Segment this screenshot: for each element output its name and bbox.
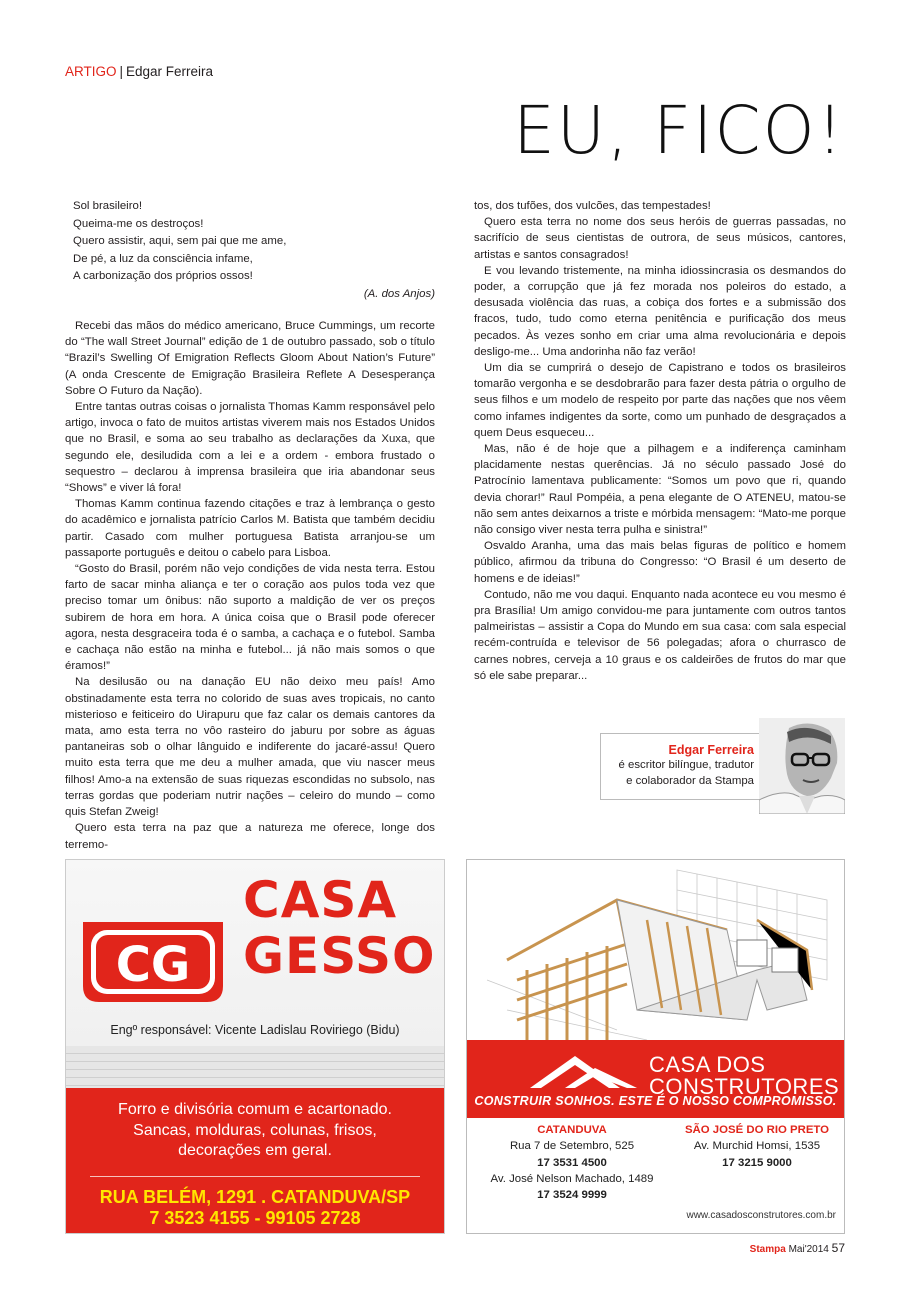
- roof-logo-icon: [525, 1048, 645, 1098]
- gesso-stripes: [66, 1046, 444, 1090]
- paragraph: Contudo, não me vou daqui. Enquanto nada acontece eu vou mesmo é pra Brasília! Um amigo convidou-me para juntamente com outros tantos palmeiristas – assistir a Copa do Mundo em sua casa: com sala especial recém-contruída e televisor de 56 polegadas; afora o churrasco de carnes nobres, cerveja a 10 graus e os caldeirões de frutos do mar que só ele sabe preparar...: [474, 588, 846, 682]
- store-sao-jose: [672, 1122, 842, 1171]
- article-header: [65, 64, 213, 79]
- services-line: decorações em geral.: [178, 1142, 332, 1159]
- paragraph: Osvaldo Aranha, uma das mais belas figuras de político e homem público, afirmou da tribuna do Congresso: “O Brasil é um deserto de homens e de ideias!”: [474, 540, 846, 585]
- article-column-2: [474, 198, 846, 684]
- paragraph: Quero esta terra na paz que a natureza me oferece, longe dos terremo-: [65, 822, 435, 851]
- casa-gesso-brand: [243, 872, 435, 984]
- page-footer: [750, 1241, 845, 1255]
- magazine-name: Stampa: [749, 1244, 786, 1255]
- divider: [90, 1176, 420, 1177]
- store-phone: 17 3215 9000: [722, 1156, 792, 1169]
- store-phone: 17 3524 9999: [537, 1189, 607, 1202]
- casa-gesso-logo-icon: [79, 916, 227, 1006]
- store-city: CATANDUVA: [537, 1124, 607, 1136]
- paragraph: Recebi das mãos do médico americano, Bruce Cummings, um recorte do “The wall Street Journal” edição de 1 de outubro passado, sob o título “Brazil’s Swelling Of Emigration Reflects Gloom About Nation’s Future” (A onda Crescente de Emigração Brasileira Reflete A Desesperança Sobre O Futuro da Nação).: [65, 320, 435, 397]
- paragraph: “Gosto do Brasil, porém não vejo condições de vida nesta terra. Estou farto de sacar minha aliança e ter o coração aos pulos toda vez que preciso tomar um ônibus: não suporto a maldição de ver os preços subirem de hora em hora. A única coisa que o Brasil pode oferecer agora, nesta desgraceira toda é o samba, a cachaça e o futebol. Samba e cachaça não estão na minha e futebol... já não mais somos o que éramos!”: [65, 563, 435, 673]
- paragraph: Entre tantas outras coisas o jornalista Thomas Kamm responsável pelo artigo, invoca o fato de muitos artistas viverem mais nos Estados Unidos que no Brasil, e soma ao seu trabalho as declarações da Xuxa, que segundo ele, desiludida com a lei e a ordem - embora frustado o sequestro – declarou à imprensa brasileira que iria abandonar seus “Shows” e viver lá fora!: [65, 401, 435, 495]
- header-separator: |: [119, 64, 124, 79]
- gesso-phones: 7 3523 4155 - 99105 2728: [149, 1207, 361, 1228]
- paragraph: Na desilusão ou na danação EU não deixo meu país! Amo obstinadamente esta terra no colorido de suas aves tropicais, no canto misterioso e feiticeiro do Uirapuru que faz calar os demais cantores da mata, amo esta terra no vôo rasteiro do jaburu por sobre as águas pantaneiras sob o olhar lânguido e indiferente do jacaré-assu! Quero muito esta terra que me deu a mulher amada, que viu nascer meus filhos! Amo-a na extensão de suas riquezas escondidas no subsolo, nas terras gordas que poderiam nutrir nações – celeiro do mundo – como quis Stefan Zweig!: [65, 676, 435, 819]
- gesso-info-panel: [66, 1088, 444, 1234]
- name-line: CASA DOS: [649, 1052, 766, 1077]
- poem-line: Quero assistir, aqui, sem pai que me ame,: [73, 235, 287, 247]
- services-line: Sancas, molduras, colunas, frisos,: [133, 1121, 377, 1139]
- services-line: Forro e divisória comum e acartonado.: [118, 1101, 392, 1118]
- gesso-address: RUA BELÉM, 1291 . CATANDUVA/SP: [99, 1186, 411, 1207]
- construtores-slogan: CONSTRUIR SONHOS. ESTE É O NOSSO COMPROMISSO.: [474, 1094, 837, 1108]
- poem-line: De pé, a luz da consciência infame,: [73, 252, 253, 265]
- ad-casa-gesso: [65, 859, 445, 1234]
- construtores-name: [649, 1054, 839, 1098]
- article-column-1: [65, 318, 435, 853]
- author-bio-box: [600, 733, 760, 800]
- article-title: EU, FICO!: [513, 92, 845, 169]
- header-author: Edgar Ferreira: [126, 64, 214, 79]
- paragraph: Mas, não é de hoje que a pilhagem e a indiferença caminham placidamente nestas querências. Já no século passado José do Patrocínio lamentava publicamente: “Somos um povo que ri, quando devia chorar!” Raul Pompéia, a pena elegante de O ATENEU, matou-se não sem antes deixarnos a triste e mórbida mensagem: “Mato-me porque não consigo viver nesta terra pulha e sinistra!”: [474, 443, 846, 537]
- store-phone: 17 3531 4500: [537, 1156, 607, 1169]
- construtores-banner: [467, 1040, 844, 1118]
- author-photo: [759, 718, 845, 814]
- paragraph: tos, dos tufões, dos vulcões, das tempestades!: [474, 200, 711, 212]
- brand-line: GESSO: [243, 927, 436, 985]
- name-line: CONSTRUTORES: [649, 1074, 840, 1099]
- ad-casa-dos-construtores: [466, 859, 845, 1234]
- issue-date: Mai'2014: [788, 1244, 829, 1255]
- author-bio-line: e colaborador da Stampa: [626, 774, 754, 787]
- store-address: Av. Murchid Homsi, 1535: [693, 1140, 821, 1153]
- store-catanduva: [477, 1122, 667, 1203]
- poem-attribution: (A. dos Anjos): [363, 287, 435, 300]
- services-text: [66, 1100, 444, 1162]
- engineer-responsible: Engº responsável: Vicente Ladislau Roviriego (Bidu): [110, 1023, 400, 1037]
- paragraph: E vou levando tristemente, na minha idiossincrasia os desmandos do poder, a corrupção que já fez morada nos poleiros do estado, a desusada violência das ruas, a cobiça dos fortes e a submissão dos fracos, tudo, tudo como eterna penitência e purificação dos meus pecados. Às vezes sonho em criar uma alma revolucionária e depois desligo-me... Uma andorinha não faz verão!: [474, 264, 846, 358]
- construtores-website: www.casadosconstrutores.com.br: [686, 1210, 836, 1221]
- page-number: 57: [831, 1241, 845, 1255]
- brand-line: CASA: [243, 871, 398, 929]
- store-address: Rua 7 de Setembro, 525: [509, 1140, 635, 1153]
- epigraph-poem: [73, 198, 435, 303]
- author-bio-line: é escritor bilíngue, tradutor: [618, 759, 754, 771]
- author-name: Edgar Ferreira: [668, 743, 754, 757]
- poem-line: Sol brasileiro!: [73, 200, 143, 212]
- paragraph: Quero esta terra no nome dos seus heróis de guerras passadas, no sacrifício de seus cientistas de outrora, de seus músicos, cantores, artistas e santos consagrados!: [474, 216, 846, 261]
- logo-letters: CG: [115, 937, 191, 993]
- poem-line: Queima-me os destroços!: [73, 217, 204, 230]
- store-address: Av. José Nelson Machado, 1489: [490, 1172, 654, 1185]
- section-label: ARTIGO: [65, 64, 117, 79]
- poem-line: A carbonização dos próprios ossos!: [73, 270, 253, 282]
- paragraph: Um dia se cumprirá o desejo de Capistrano e todos os brasileiros tomarão vergonha e se desdobrarão para fazer desta pátria o orgulho de seus filhos e um modelo de respeito por parte das nações que nos vêem como infames indigentes da sorte, como um punhado de desgraçados a quem Deus esqueceu...: [474, 362, 846, 439]
- paragraph: Thomas Kamm continua fazendo citações e traz à lembrança o gesto do acadêmico e jornalista patrício Carlos M. Batista que também decidiu partir. Casado com mulher portuguesa Batista arranjou-se um passaporte português e deitou o cabelo para Lisboa.: [65, 498, 435, 559]
- house-construction-illustration-icon: [467, 860, 844, 1058]
- store-city: SÃO JOSÉ DO RIO PRETO: [684, 1124, 830, 1136]
